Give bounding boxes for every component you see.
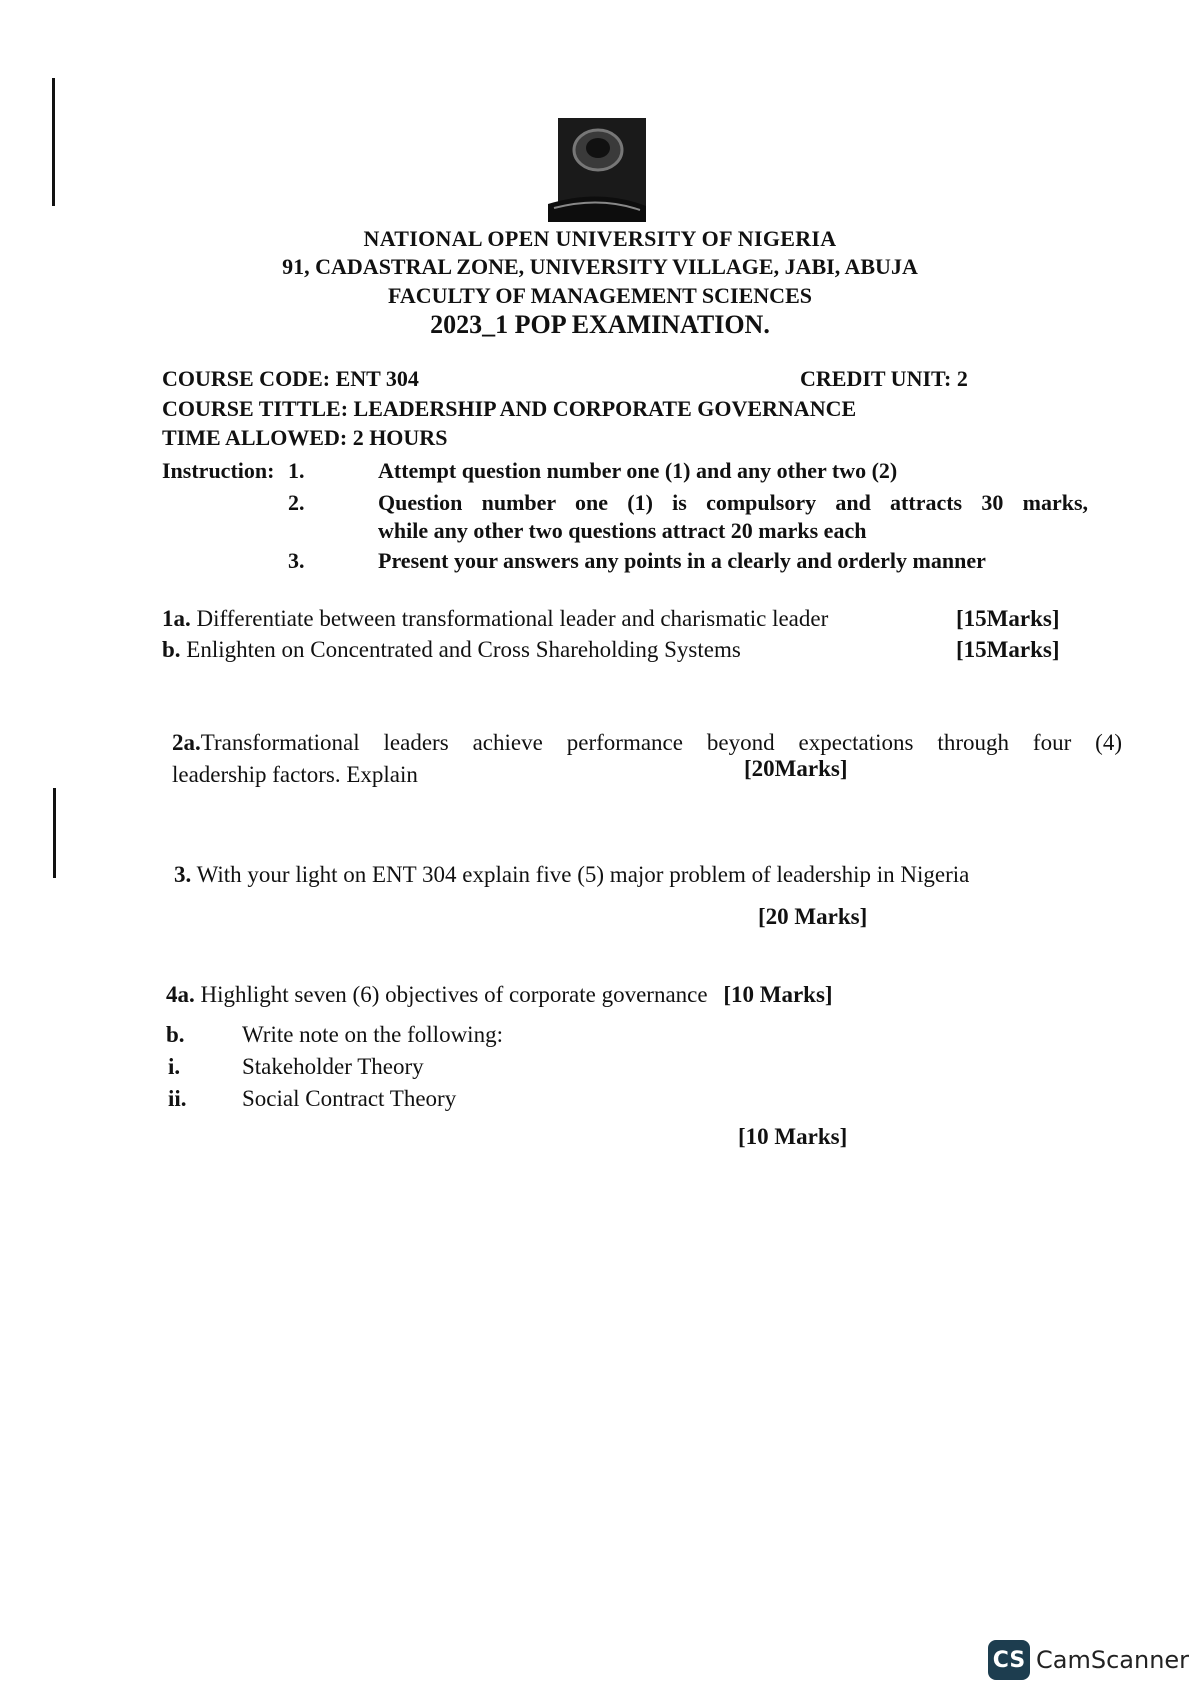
question-2-text: Transformational leaders achieve performance beyond expectations through four (4) [200, 730, 1122, 755]
question-4a-number: 4a. [166, 982, 195, 1007]
question-1a-marks: [15Marks] [956, 606, 1060, 631]
question-1a-number: 1a. [162, 606, 191, 631]
instruction-2-continuation: while any other two questions attract 20 marks each [378, 518, 867, 543]
question-2-continuation: leadership factors. Explain [172, 762, 418, 787]
question-4b-number: b. [166, 1022, 185, 1047]
camscanner-logo-icon: CS [988, 1640, 1030, 1680]
question-4b-item-2-number: ii. [168, 1086, 187, 1111]
question-3-text: With your light on ENT 304 explain five (5) major problem of leadership in Nigeria [196, 862, 970, 887]
time-allowed: TIME ALLOWED: 2 HOURS [162, 425, 448, 450]
instruction-1-text: Attempt question number one (1) and any other two (2) [378, 458, 898, 483]
question-4a-text: Highlight seven (6) objectives of corporate governance [200, 982, 708, 1007]
question-2-marks: [20Marks] [744, 756, 848, 781]
scan-edge-mark-top [52, 78, 55, 206]
instruction-1-number: 1. [288, 458, 305, 483]
course-title: COURSE TITTLE: LEADERSHIP AND CORPORATE GOVERNANCE [162, 396, 857, 421]
question-1b [162, 637, 741, 663]
question-4a-marks: [10 Marks] [723, 982, 833, 1007]
question-1b-text: Enlighten on Concentrated and Cross Shareholding Systems [186, 637, 741, 662]
question-4b-marks: [10 Marks] [738, 1124, 848, 1149]
question-3 [174, 862, 969, 888]
course-code: COURSE CODE: ENT 304 [162, 366, 419, 391]
question-3-number: 3. [174, 862, 192, 887]
exam-title: 2023_1 POP EXAMINATION. [430, 310, 770, 339]
instruction-2-text: Question number one (1) is compulsory and attracts 30 marks, [378, 490, 1088, 515]
question-1a [162, 606, 828, 632]
instruction-2-number: 2. [288, 490, 305, 515]
question-4a [166, 982, 833, 1008]
instruction-label: Instruction: [162, 458, 275, 483]
university-logo [540, 118, 660, 226]
scan-edge-mark-middle [53, 788, 56, 878]
camscanner-watermark: CamScanner [1036, 1646, 1190, 1674]
question-2 [172, 730, 1122, 756]
question-4b-item-2-text: Social Contract Theory [242, 1086, 457, 1111]
university-name: NATIONAL OPEN UNIVERSITY OF NIGERIA [363, 226, 837, 251]
question-1a-text: Differentiate between transformational leader and charismatic leader [196, 606, 829, 631]
credit-unit: CREDIT UNIT: 2 [800, 366, 968, 391]
question-4b-text: Write note on the following: [242, 1022, 503, 1047]
question-4b-item-1-number: i. [168, 1054, 181, 1079]
instruction-3-number: 3. [288, 548, 305, 573]
question-1b-number: b. [162, 637, 181, 662]
question-2-number: 2a. [172, 730, 201, 755]
university-address: 91, CADASTRAL ZONE, UNIVERSITY VILLAGE, JABI, ABUJA [282, 254, 918, 279]
question-1b-marks: [15Marks] [956, 637, 1060, 662]
question-3-marks: [20 Marks] [758, 904, 868, 929]
faculty-name: FACULTY OF MANAGEMENT SCIENCES [388, 283, 812, 308]
instruction-3-text: Present your answers any points in a clearly and orderly manner [378, 548, 986, 573]
question-4b-item-1-text: Stakeholder Theory [242, 1054, 424, 1079]
